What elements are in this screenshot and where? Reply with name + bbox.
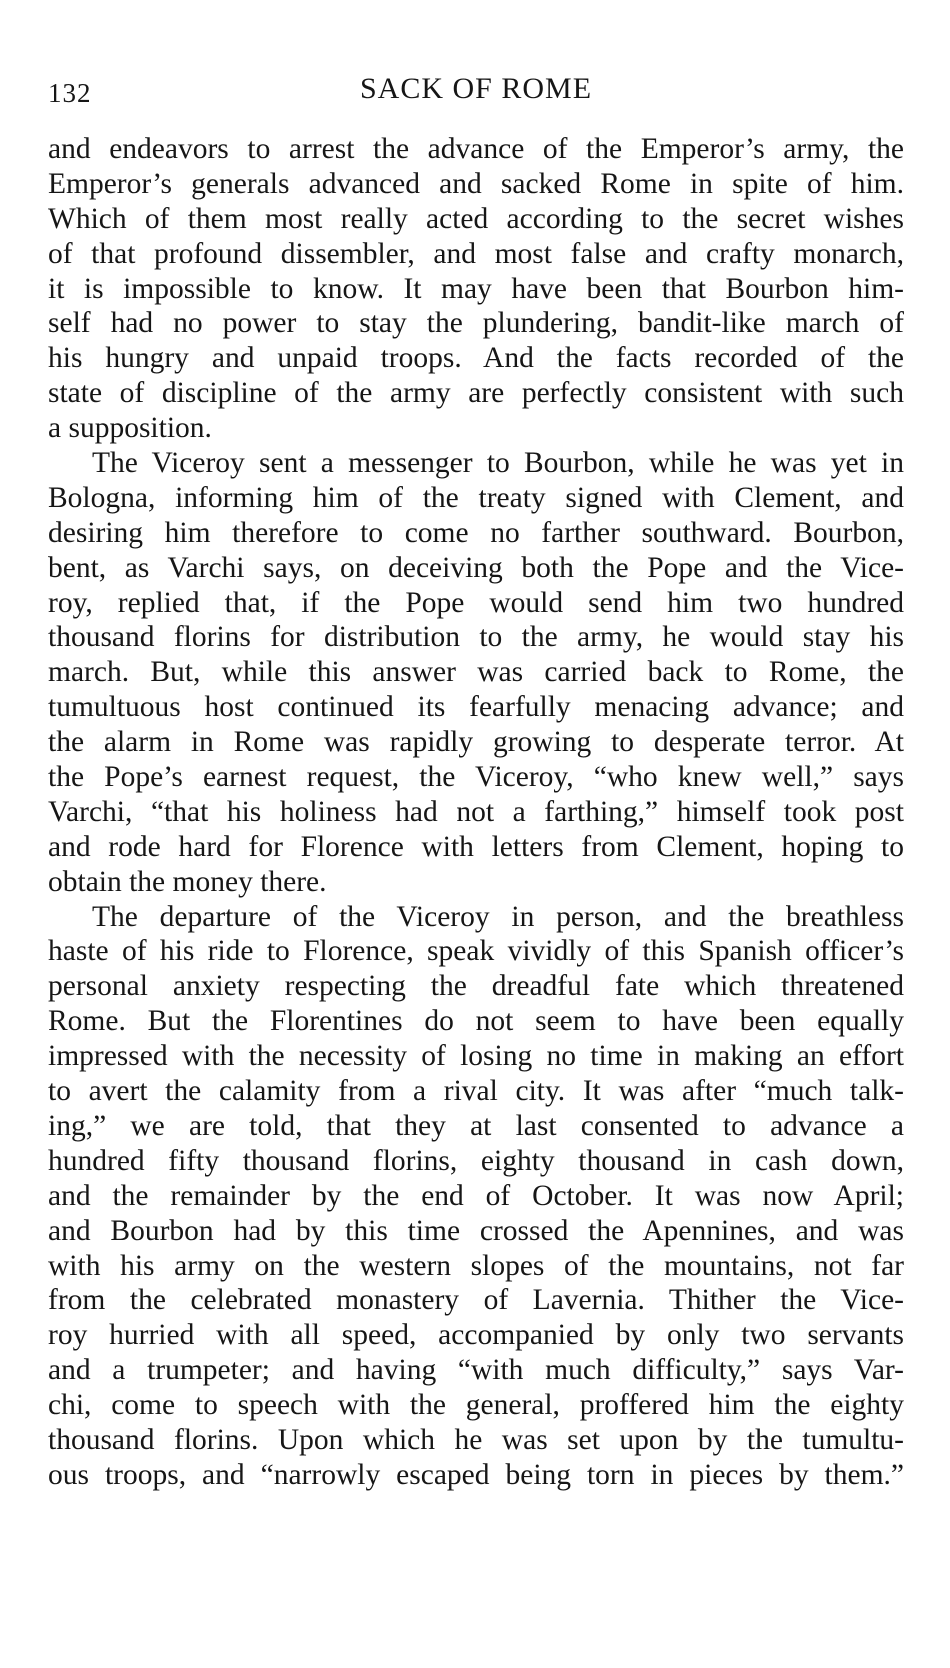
text-line: impressed with the necessity of losing no time in making an effort <box>48 1040 904 1073</box>
text-line: chi, come to speech with the general, proffered him the eighty <box>48 1389 904 1422</box>
text-line: the Pope’s earnest request, the Viceroy, “who knew well,” says <box>48 761 904 794</box>
body-text <box>48 132 904 1493</box>
text-line: Emperor’s generals advanced and sacked Rome in spite of him. <box>48 167 904 200</box>
page-header <box>48 72 904 112</box>
text-line: a supposition. <box>48 412 212 445</box>
text-line: Which of them most really acted according to the secret wishes <box>48 202 904 235</box>
text-line: march. But, while this answer was carried back to Rome, the <box>48 656 904 689</box>
text-line: the alarm in Rome was rapidly growing to desperate terror. At <box>48 726 904 759</box>
text-line: and a trumpeter; and having “with much difficulty,” says Var- <box>48 1354 904 1387</box>
text-line: thousand florins for distribution to the army, he would stay his <box>48 621 904 654</box>
running-title: SACK OF ROME <box>359 72 593 105</box>
text-line: Bologna, informing him of the treaty signed with Clement, and <box>48 481 904 514</box>
text-line: it is impossible to know. It may have been that Bourbon him- <box>48 272 904 305</box>
text-line: thousand florins. Upon which he was set upon by the tumultu- <box>48 1423 904 1456</box>
text-line: roy hurried with all speed, accompanied by only two servants <box>48 1319 904 1352</box>
page-number: 132 <box>48 78 92 108</box>
text-line: with his army on the western slopes of the mountains, not far <box>48 1249 904 1282</box>
text-line: to avert the calamity from a rival city. It was after “much talk- <box>48 1075 904 1108</box>
text-line: roy, replied that, if the Pope would send him two hundred <box>48 586 904 619</box>
text-line: his hungry and unpaid troops. And the facts recorded of the <box>48 342 904 375</box>
text-line: ing,” we are told, that they at last consented to advance a <box>48 1109 904 1142</box>
text-line: personal anxiety respecting the dreadful fate which threatened <box>48 970 904 1003</box>
text-line: and the remainder by the end of October. It was now April; <box>48 1179 904 1212</box>
text-line: of that profound dissembler, and most false and crafty monarch, <box>48 237 904 270</box>
text-line: tumultuous host continued its fearfully menacing advance; and <box>48 691 904 724</box>
text-line: and rode hard for Florence with letters from Clement, hoping to <box>48 830 904 863</box>
paragraph-first-line: The departure of the Viceroy in person, and the breathless <box>92 900 904 933</box>
text-line: from the celebrated monastery of Lavernia. Thither the Vice- <box>48 1284 904 1317</box>
text-line: Rome. But the Florentines do not seem to have been equally <box>48 1005 904 1038</box>
paragraph-first-line: The Viceroy sent a messenger to Bourbon, while he was yet in <box>92 447 904 480</box>
text-line: Varchi, “that his holiness had not a farthing,” himself took post <box>48 795 904 828</box>
text-line: and Bourbon had by this time crossed the Apennines, and was <box>48 1214 904 1247</box>
text-line: haste of his ride to Florence, speak vividly of this Spanish officer’s <box>48 935 904 968</box>
text-line: bent, as Varchi says, on deceiving both the Pope and the Vice- <box>48 551 904 584</box>
text-line: obtain the money there. <box>48 865 327 898</box>
text-line: state of discipline of the army are perfectly consistent with such <box>48 377 904 410</box>
text-line: hundred fifty thousand florins, eighty thousand in cash down, <box>48 1144 904 1177</box>
text-line: self had no power to stay the plundering, bandit-like march of <box>48 307 904 340</box>
text-line: ous troops, and “narrowly escaped being torn in pieces by them.” <box>48 1458 904 1491</box>
text-line: and endeavors to arrest the advance of the Emperor’s army, the <box>48 133 904 165</box>
text-line: desiring him therefore to come no farther southward. Bourbon, <box>48 516 904 549</box>
